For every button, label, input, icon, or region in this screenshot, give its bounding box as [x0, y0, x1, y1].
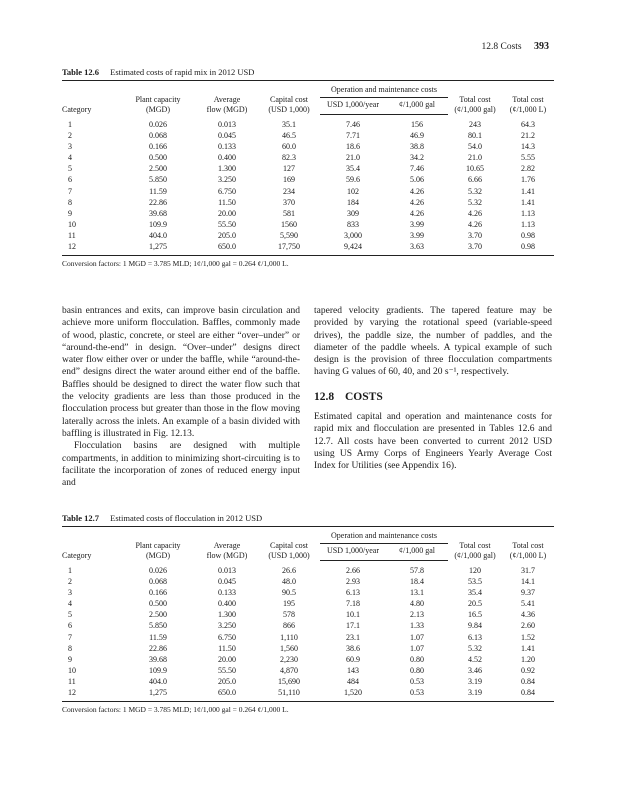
table-cell: 0.068	[149, 577, 167, 587]
table-cell: 243	[469, 119, 481, 129]
table-cell: 2,230	[280, 654, 298, 664]
table-cell: 31.7	[521, 565, 535, 575]
header-category: Category	[62, 81, 120, 115]
table-cell: 7.71	[346, 131, 360, 141]
table-cell: 0.80	[410, 665, 424, 675]
table-cell: 127	[283, 164, 295, 174]
table-cell: 11	[68, 230, 76, 240]
table-cell: 3.250	[218, 175, 236, 185]
header-om-usd: USD 1,000/year	[320, 544, 386, 561]
table-cell: 1	[68, 119, 72, 129]
table-cell: 21.0	[468, 153, 482, 163]
table-row	[62, 620, 554, 631]
table-cell: 22.86	[149, 643, 167, 653]
table-cell: 370	[283, 197, 295, 207]
table-cell: 2.500	[149, 164, 167, 174]
table-row	[62, 115, 554, 131]
header-total-cost-gal: Total cost (¢/1,000 gal)	[448, 81, 502, 115]
table-row	[62, 130, 554, 141]
table-cell: 60.9	[346, 654, 360, 664]
table-cell: 0.133	[218, 588, 236, 598]
table-cell: 20.5	[468, 599, 482, 609]
table-cell: 51,110	[258, 687, 320, 702]
header-average-flow: Average flow (MGD)	[196, 81, 258, 115]
table-cell: 309	[347, 208, 359, 218]
table-row	[62, 241, 554, 256]
table-cell: 64.3	[521, 119, 535, 129]
table-cell: 5.55	[521, 153, 535, 163]
table-cell: 18.4	[410, 577, 424, 587]
table-cell: 0.013	[218, 565, 236, 575]
table-cell: 1.13	[521, 219, 535, 229]
table-cell: 0.045	[218, 131, 236, 141]
table-cell: 404.0	[149, 676, 167, 686]
header-om-costs: Operation and maintenance costs	[320, 81, 448, 98]
table-cell: 7	[68, 632, 72, 642]
table-12-6	[62, 66, 554, 268]
table-cell: 16.5	[468, 610, 482, 620]
header-total-cost-l: Total cost (¢/1,000 L)	[502, 81, 554, 115]
table-cell: 55.50	[218, 219, 236, 229]
table-row	[62, 654, 554, 665]
table-cell: 2.60	[521, 621, 535, 631]
table-cell: 5.06	[410, 175, 424, 185]
table-row	[62, 219, 554, 230]
table-cell: 21.2	[521, 131, 535, 141]
table-cell: 5	[68, 610, 72, 620]
table-cell: 9.84	[468, 621, 482, 631]
table-row	[62, 197, 554, 208]
table-title: Estimated costs of rapid mix in 2012 USD	[110, 67, 255, 77]
table-cell: 60.0	[282, 142, 296, 152]
table-cell: 3.46	[468, 665, 482, 675]
table-cell: 404.0	[149, 230, 167, 240]
table-cell: 3.70	[468, 230, 482, 240]
table-cell: 9,424	[320, 241, 386, 256]
table-cell: 3,000	[344, 230, 362, 240]
table-cell: 3	[68, 588, 72, 598]
table-cell: 90.5	[282, 588, 296, 598]
table-cell: 10.65	[466, 164, 484, 174]
table-row	[62, 141, 554, 152]
table-cell: 17.1	[346, 621, 360, 631]
table-cell: 14.3	[521, 142, 535, 152]
table-cell: 1.07	[410, 643, 424, 653]
paragraph: basin entrances and exits, can improve basin circulation and achieve more uniform flocculation. Baffles, commonly made of wood, plastic, concrete, or steel are either “over–under” or “around-the-end” in design. “Over–under” designs direct water flow either over or under the baffle, while “around-the-end” designs direct the water around either end of the baffle. Baffles should be designed to direct the water flow such that the velocity gradients are less than those produced in the flocculation process but greater than those in the flow moving laterally across the inlets. An example of a basin divided with baffling is illustrated in Fig. 12.13.	[62, 306, 300, 439]
table-cell: 7.46	[346, 120, 360, 129]
header-plant-capacity: Plant capacity (MGD)	[120, 81, 196, 115]
table-cell: 650.0	[196, 241, 258, 256]
table-cell: 59.6	[346, 175, 360, 185]
table-cell: 55.50	[218, 665, 236, 675]
table-cell: 109.9	[149, 665, 167, 675]
table-cell: 14.1	[521, 577, 535, 587]
table-cell: 46.9	[410, 131, 424, 141]
table-cell: 0.068	[149, 131, 167, 141]
table-cell: 11.50	[218, 197, 236, 207]
table-cell: 0.026	[149, 565, 167, 575]
table-cell: 39.68	[149, 654, 167, 664]
table-cell: 5.850	[149, 621, 167, 631]
table-cell: 0.133	[218, 142, 236, 152]
table-cell: 7.18	[346, 599, 360, 609]
table-cell: 4,870	[280, 665, 298, 675]
table-row	[62, 152, 554, 163]
table-cell: 1.52	[521, 632, 535, 642]
table-cell: 18.6	[346, 142, 360, 152]
table-cell: 9	[68, 208, 72, 218]
table-cell: 6	[68, 621, 72, 631]
table-cell: 1.76	[521, 175, 535, 185]
table-cell: 3.70	[448, 241, 502, 256]
table-row	[62, 676, 554, 687]
header-om-costs: Operation and maintenance costs	[320, 527, 448, 544]
table-cell: 7	[68, 186, 72, 196]
table-cell: 195	[283, 599, 295, 609]
table-label: Table 12.7	[62, 513, 100, 523]
table-row	[62, 665, 554, 676]
page-number: 393	[534, 41, 549, 52]
header-plant-capacity: Plant capacity (MGD)	[120, 527, 196, 561]
table-cell: 10.1	[346, 610, 360, 620]
table-cell: 4.52	[468, 654, 482, 664]
table-cell: 484	[347, 676, 359, 686]
table-cell: 38.8	[410, 142, 424, 152]
table-cell: 3	[68, 142, 72, 152]
table-cell: 5,590	[280, 230, 298, 240]
table-cell: 4.26	[410, 208, 424, 218]
table-row	[62, 208, 554, 219]
table-cell: 205.0	[218, 230, 236, 240]
table-row	[62, 561, 554, 577]
rapid-mix-cost-table	[62, 80, 554, 256]
table-cell: 1.20	[521, 654, 535, 664]
table-cell: 6.750	[218, 186, 236, 196]
header-om-usd: USD 1,000/year	[320, 98, 386, 115]
table-row	[62, 598, 554, 609]
table-cell: 6.66	[468, 175, 482, 185]
table-cell: 2.500	[149, 610, 167, 620]
table-cell: 109.9	[149, 219, 167, 229]
table-cell: 1560	[281, 219, 297, 229]
table-cell: 8	[68, 643, 72, 653]
table-row	[62, 186, 554, 197]
paragraph: tapered velocity gradients. The tapered feature may be provided by varying the rotational speed (variable-speed drives), the paddle size, the number of paddles, and the diameter of the paddle wheels. A typical example of such design is the provision of three flocculation compartments having G values of 60, 40, and 20 s⁻¹, respectively.	[314, 306, 552, 378]
table-cell: 3.99	[410, 230, 424, 240]
table-cell: 22.86	[149, 197, 167, 207]
table-12-7	[62, 512, 554, 714]
header-capital-cost: Capital cost (USD 1,000)	[258, 81, 320, 115]
table-cell: 833	[347, 219, 359, 229]
paragraph: Estimated capital and operation and maintenance costs for rapid mix and flocculation are presented in Tables 12.6 and 12.7. All costs have been converted to current 2012 USD using US Army Corps of Engineers Yearly Average Cost Index for Utilities (see Appendix 16).	[314, 412, 552, 472]
table-cell: 9.37	[521, 588, 535, 598]
table-cell: 5.32	[468, 643, 482, 653]
table-cell: 20.00	[218, 654, 236, 664]
table-cell: 13.1	[410, 588, 424, 598]
table-cell: 0.53	[386, 687, 448, 702]
table-cell: 82.3	[282, 153, 296, 163]
table-cell: 48.0	[282, 577, 296, 587]
table-cell: 2	[68, 131, 72, 141]
table-cell: 34.2	[410, 153, 424, 163]
header-capital-cost: Capital cost (USD 1,000)	[258, 527, 320, 561]
table-cell: 21.0	[346, 153, 360, 163]
table-cell: 1,275	[120, 241, 196, 256]
table-cell: 23.1	[346, 632, 360, 642]
table-cell: 5.32	[468, 186, 482, 196]
table-title: Estimated costs of flocculation in 2012 USD	[110, 513, 263, 523]
table-cell: 2.13	[410, 610, 424, 620]
section-number: 12.8	[314, 390, 335, 403]
table-cell: 5.41	[521, 599, 535, 609]
table-cell: 0.80	[410, 654, 424, 664]
table-cell: 578	[283, 610, 295, 620]
header-average-flow: Average flow (MGD)	[196, 527, 258, 561]
table-cell: 1.41	[521, 643, 535, 653]
table-cell: 11.59	[149, 632, 167, 642]
header-total-cost-gal: Total cost (¢/1,000 gal)	[448, 527, 502, 561]
table-cell: 11	[68, 676, 76, 686]
table-cell: 0.500	[149, 599, 167, 609]
table-cell: 6.13	[468, 632, 482, 642]
table-cell: 1.300	[218, 610, 236, 620]
table-cell: 0.026	[149, 119, 167, 129]
table-row	[62, 609, 554, 620]
table-row	[62, 576, 554, 587]
table-cell: 80.1	[468, 131, 482, 141]
table-cell: 57.8	[410, 566, 424, 575]
table-cell: 0.84	[521, 676, 535, 686]
table-cell: 169	[283, 175, 295, 185]
table-label: Table 12.6	[62, 67, 100, 77]
table-cell: 156	[411, 120, 423, 129]
table-cell: 12	[62, 241, 120, 256]
table-cell: 4.80	[410, 599, 424, 609]
table-cell: 3.63	[386, 241, 448, 256]
table-footnote: Conversion factors: 1 MGD = 3.785 MLD; 1¢/1,000 gal = 0.264 ¢/1,000 L.	[62, 705, 289, 715]
table-row	[62, 687, 554, 702]
header-om-cents: ¢/1,000 gal	[386, 544, 448, 561]
header-category: Category	[62, 527, 120, 561]
table-cell: 0.166	[149, 142, 167, 152]
table-cell: 0.045	[218, 577, 236, 587]
table-caption	[62, 66, 554, 78]
table-cell: 234	[283, 186, 295, 196]
section-heading	[314, 391, 552, 403]
table-row	[62, 643, 554, 654]
table-cell: 4.36	[521, 610, 535, 620]
table-cell: 650.0	[196, 687, 258, 702]
table-footnote: Conversion factors: 1 MGD = 3.785 MLD; 1¢/1,000 gal = 0.264 ¢/1,000 L.	[62, 259, 289, 269]
table-cell: 8	[68, 197, 72, 207]
table-cell: 4.26	[468, 208, 482, 218]
table-caption	[62, 512, 554, 524]
table-cell: 0.92	[521, 665, 535, 675]
table-cell: 17,750	[258, 241, 320, 256]
table-cell: 143	[347, 665, 359, 675]
table-cell: 1,520	[320, 687, 386, 702]
running-head	[482, 41, 550, 52]
flocculation-cost-table	[62, 526, 554, 702]
header-total-cost-l: Total cost (¢/1,000 L)	[502, 527, 554, 561]
table-cell: 2.66	[346, 566, 360, 575]
table-cell: 205.0	[218, 676, 236, 686]
table-cell: 35.4	[468, 588, 482, 598]
table-cell: 53.5	[468, 577, 482, 587]
table-cell: 26.6	[282, 565, 296, 575]
table-cell: 0.98	[502, 241, 554, 256]
table-cell: 6	[68, 175, 72, 185]
table-cell: 2	[68, 577, 72, 587]
table-cell: 1.13	[521, 208, 535, 218]
table-cell: 4.26	[468, 219, 482, 229]
table-cell: 5	[68, 164, 72, 174]
table-row	[62, 230, 554, 241]
table-cell: 3.19	[468, 676, 482, 686]
table-cell: 35.1	[282, 119, 296, 129]
left-text-column	[62, 305, 300, 489]
table-cell: 1,275	[120, 687, 196, 702]
table-cell: 54.0	[468, 142, 482, 152]
table-row	[62, 587, 554, 598]
table-row	[62, 632, 554, 643]
table-cell: 5.32	[468, 197, 482, 207]
table-cell: 120	[469, 565, 481, 575]
table-cell: 0.84	[502, 687, 554, 702]
table-cell: 1	[68, 565, 72, 575]
table-cell: 184	[347, 197, 359, 207]
table-cell: 9	[68, 654, 72, 664]
table-cell: 4	[68, 153, 72, 163]
table-cell: 0.400	[218, 599, 236, 609]
table-cell: 3.19	[448, 687, 502, 702]
table-cell: 1.41	[521, 186, 535, 196]
table-row	[62, 163, 554, 174]
table-cell: 15,690	[278, 676, 300, 686]
table-row	[62, 174, 554, 185]
table-cell: 4.26	[410, 197, 424, 207]
table-cell: 4.26	[410, 186, 424, 196]
table-cell: 10	[68, 665, 76, 675]
table-cell: 1.07	[410, 632, 424, 642]
table-cell: 7.46	[410, 164, 424, 174]
table-cell: 0.98	[521, 230, 535, 240]
table-cell: 0.500	[149, 153, 167, 163]
section-title: COSTS	[345, 390, 383, 403]
table-cell: 35.4	[346, 164, 360, 174]
table-cell: 46.5	[282, 131, 296, 141]
right-text-column	[314, 305, 552, 473]
table-cell: 0.013	[218, 119, 236, 129]
table-cell: 3.250	[218, 621, 236, 631]
table-cell: 2.93	[346, 577, 360, 587]
table-cell: 0.53	[410, 676, 424, 686]
table-cell: 1.41	[521, 197, 535, 207]
table-cell: 11.59	[149, 186, 167, 196]
table-cell: 5.850	[149, 175, 167, 185]
table-cell: 102	[347, 186, 359, 196]
table-cell: 20.00	[218, 208, 236, 218]
table-cell: 6.750	[218, 632, 236, 642]
table-cell: 866	[283, 621, 295, 631]
table-cell: 38.6	[346, 643, 360, 653]
table-cell: 4	[68, 599, 72, 609]
table-cell: 0.400	[218, 153, 236, 163]
table-cell: 12	[62, 687, 120, 702]
table-cell: 11.50	[218, 643, 236, 653]
table-cell: 581	[283, 208, 295, 218]
paragraph: Flocculation basins are designed with multiple compartments, in addition to minimizing short-circuiting is to facilitate the incorporation of zones of reduced energy input and	[62, 441, 300, 489]
table-cell: 1,560	[280, 643, 298, 653]
table-cell: 1.300	[218, 164, 236, 174]
table-cell: 0.166	[149, 588, 167, 598]
table-cell: 39.68	[149, 208, 167, 218]
table-cell: 1,110	[280, 632, 298, 642]
table-cell: 2.82	[521, 164, 535, 174]
table-cell: 10	[68, 219, 76, 229]
running-head-section: 12.8 Costs	[481, 42, 522, 52]
header-om-cents: ¢/1,000 gal	[386, 98, 448, 115]
table-cell: 1.33	[410, 621, 424, 631]
table-cell: 6.13	[346, 588, 360, 598]
table-cell: 3.99	[410, 219, 424, 229]
